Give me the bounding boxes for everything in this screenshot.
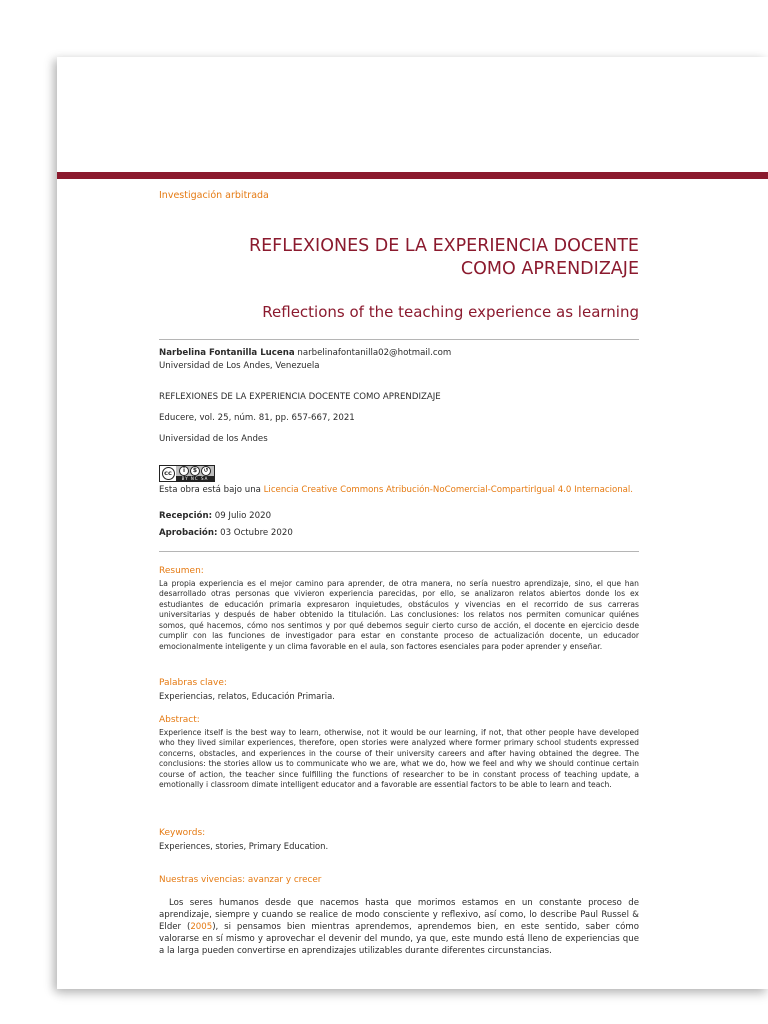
- body-part1: Los seres humanos desde que nacemos hasta que morimos estamos en un constante proceso de aprendizaje, siempre y cuando se realice de modo consciente y reflexivo, así como, lo describe Paul Russel & Elder (: [159, 898, 639, 932]
- keywords-text: Experiences, stories, Primary Education.: [159, 840, 329, 851]
- keywords-section: [159, 827, 639, 851]
- received-line: [159, 510, 639, 523]
- body-section: [159, 897, 639, 957]
- license-prefix: Esta obra está bajo una: [159, 485, 264, 495]
- author-line: [159, 347, 639, 360]
- body-paragraph: [159, 897, 639, 957]
- abstract-heading: Abstract:: [159, 715, 200, 725]
- palabras-clave-section: [159, 677, 639, 701]
- citation-journal: Educere, vol. 25, núm. 81, pp. 657-667, 2021: [159, 413, 355, 423]
- by-icon: i: [179, 466, 189, 476]
- license-link[interactable]: Licencia Creative Commons Atribución-NoComercial-CompartirIgual 4.0 Internacional.: [263, 485, 634, 495]
- palabras-clave-heading: Palabras clave:: [159, 678, 227, 688]
- sa-icon: ↺: [201, 466, 211, 476]
- section-label: Investigación arbitrada: [159, 190, 269, 201]
- resumen-section: [159, 565, 639, 653]
- cc-icon: cc: [162, 467, 175, 480]
- title-english: Reflections of the teaching experience as learning: [262, 303, 639, 321]
- title-spanish-line1: REFLEXIONES DE LA EXPERIENCIA DOCENTE: [248, 236, 639, 256]
- cc-license-badge[interactable]: [159, 460, 215, 482]
- divider-middle: [159, 551, 639, 552]
- section-heading-text: Nuestras vivencias: avanzar y crecer: [159, 875, 322, 885]
- palabras-clave-text: Experiencias, relatos, Educación Primaria.: [159, 690, 335, 701]
- resumen-heading: Resumen:: [159, 566, 204, 576]
- author-name: Narbelina Fontanilla Lucena: [159, 348, 295, 358]
- title-spanish-line2: COMO APRENDIZAJE: [460, 259, 639, 279]
- resumen-text: La propia experiencia es el mejor camino para aprender, de otra manera, no sería nuestro aprendizaje, sino, el que han desarrollado otras personas que vivieron experiencia parecidas, por ello, se analizaron relatos abiertos donde los ex estudiantes de educación primaria expresaron inquietudes, obstáculos y vivencias en el recorrido de sus carreras universitarias y después de haber obtenido la titulación. Las conclusiones: los relatos nos permiten comunicar quiénes somos, qué hacemos, cómo nos sentimos y por qué debemos seguir cierto curso de acción, el docente en ejercicio desde cumplir con las funciones de investigador para estar en constante proceso de actualización docente, un educador emocionalmente inteligente y un clima favorable en el aula, son factores esenciales para poder aprender y enseñar.: [159, 578, 639, 652]
- citation-title: REFLEXIONES DE LA EXPERIENCIA DOCENTE COMO APRENDIZAJE: [159, 392, 441, 402]
- approved-label: Aprobación:: [159, 527, 218, 538]
- body-part2: ), si pensamos bien mientras aprendemos, aprendemos bien, en este sentido, saber cómo valorarse en sí mismo y aprovechar el devenir del mundo, ya que, este mundo está lleno de experiencias que a la larga pueden convertirse en aprendizajes utilizables durante diferentes circunstancias.: [159, 922, 639, 956]
- cc-badge-text: BY NC SA: [176, 476, 214, 481]
- abstract-text: Experience itself is the best way to learn, otherwise, not it would be our learning, if not, that other people have developed who they lived similar experiences, therefore, open stories were analyzed where former primary school students expressed concerns, obstacles, and experiences in the course of their university careers and after having obtained the degree. The conclusions: the stories allow us to communicate who we are, what we do, how we feel and why we should continue certain course of action, the teacher since fulfilling the functions of researcher to be in constant process of teaching update, a emotionally i classroom dimate intelligent educator and a favorable are essential factors to be able to learn and teach.: [159, 727, 639, 790]
- citation-publisher: Universidad de los Andes: [159, 434, 268, 444]
- section-heading: [159, 874, 639, 888]
- approved-line: [159, 527, 639, 540]
- title-spanish: [157, 235, 639, 281]
- keywords-heading: Keywords:: [159, 828, 206, 838]
- author-email[interactable]: narbelinafontanilla02@hotmail.com: [297, 348, 452, 358]
- approved-value: 03 Octubre 2020: [217, 527, 293, 538]
- dates-block: [159, 510, 639, 539]
- nc-icon: $: [190, 466, 200, 476]
- license-line: [159, 484, 639, 497]
- received-value: 09 Julio 2020: [212, 511, 272, 521]
- document-page: [57, 57, 768, 989]
- author-affiliation: Universidad de Los Andes, Venezuela: [159, 360, 320, 371]
- citation-link[interactable]: 2005: [190, 922, 213, 932]
- header-band: [57, 172, 768, 179]
- author-block: [159, 347, 639, 372]
- abstract-section: [159, 714, 639, 791]
- divider-top: [159, 339, 639, 340]
- received-label: Recepción:: [159, 511, 213, 521]
